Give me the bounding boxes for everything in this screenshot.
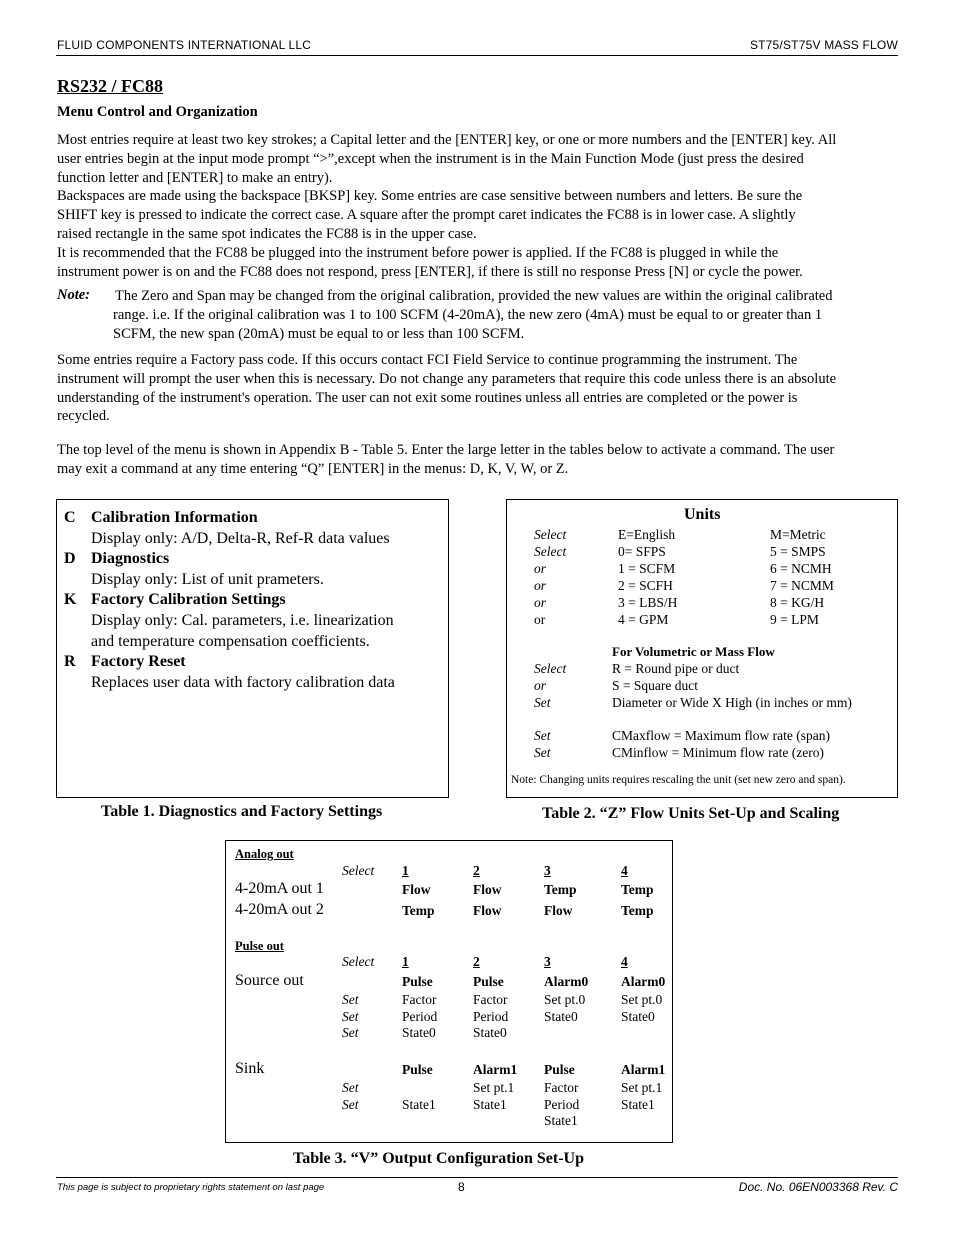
analog-col-2: 2 bbox=[473, 863, 480, 878]
table2-geometry-list bbox=[534, 660, 894, 711]
source-cell: State0 bbox=[621, 1009, 655, 1024]
table-1-box bbox=[56, 499, 449, 798]
sink-label: Sink bbox=[235, 1060, 265, 1077]
analog-out-heading: Analog out bbox=[235, 847, 294, 861]
table2-row: or 4 = GPM 9 = LPM bbox=[534, 612, 819, 627]
sink-cell: Pulse bbox=[544, 1062, 575, 1077]
source-cell: Set pt.0 bbox=[544, 992, 586, 1007]
source-cell: Factor bbox=[402, 992, 437, 1007]
table2-row: Set CMaxflow = Maximum flow rate (span) bbox=[534, 728, 830, 743]
pulse-select-label: Select bbox=[342, 954, 375, 969]
source-cell: Set pt.0 bbox=[621, 992, 663, 1007]
table2-row: Select 0= SFPS 5 = SMPS bbox=[534, 544, 826, 559]
table2-note: Note: Changing units requires rescaling the unit (set new zero and span). bbox=[511, 774, 846, 786]
table1-desc-d: Display only: List of unit prameters. bbox=[91, 570, 324, 588]
source-cell: Alarm0 bbox=[544, 974, 589, 989]
note-text: The Zero and Span may be changed from the original calibration, provided the new values are within the original calibrated range. i.e. If the original calibration was 1 to 100 SCFM (4-20mA), the new zero (4mA) must be equal to or greater than 1 SCFM, the new span (20mA) must be equal to or less than 100 SCFM. bbox=[113, 288, 833, 342]
source-out-label: Source out bbox=[235, 972, 304, 989]
header-company: FLUID COMPONENTS INTERNATIONAL LLC bbox=[57, 38, 312, 52]
sink-cell: Factor bbox=[544, 1080, 579, 1095]
analog-row-label: 4-20mA out 2 bbox=[235, 901, 324, 918]
sink-set-label: Set bbox=[342, 1080, 359, 1095]
table1-title-c: Calibration Information bbox=[91, 509, 258, 526]
sink-cell: Period bbox=[544, 1097, 580, 1112]
source-cell: State0 bbox=[473, 1025, 507, 1040]
source-set-label: Set bbox=[342, 1009, 359, 1024]
source-cell: State0 bbox=[544, 1009, 578, 1024]
footer-rule bbox=[56, 1177, 898, 1178]
analog-cell: Temp bbox=[621, 903, 654, 918]
table1-key-r: R bbox=[64, 653, 76, 671]
sink-cell: State1 bbox=[402, 1097, 436, 1112]
header-rule bbox=[56, 55, 898, 56]
table2-row: Select R = Round pipe or duct bbox=[534, 661, 740, 676]
source-cell: Factor bbox=[473, 992, 508, 1007]
table1-key-c: C bbox=[64, 509, 76, 526]
header-product: ST75/ST75V MASS FLOW bbox=[749, 38, 898, 52]
sink-cell: Pulse bbox=[402, 1062, 433, 1077]
table1-key-d: D bbox=[64, 550, 76, 568]
table2-row: Set Diameter or Wide X High (in inches or mm) bbox=[534, 695, 852, 710]
table2-row: or 2 = SCFH 7 = NCMM bbox=[534, 578, 834, 593]
analog-cell: Flow bbox=[544, 903, 573, 918]
paragraph-1: Most entries require at least two key strokes; a Capital letter and the [ENTER] key, or one or more numbers and the [ENTER] key. All user entries begin at the input mode prompt “>”,except when the instrument is in the Main Function Mode (just press the desired function letter and [ENTER] to make an entry). Backspaces are made using the backspace [BKSP] key. Some entries are case sensitive between numbers and letters. Be sure the SHIFT key is pressed to indicate the correct case. A square after the prompt caret indicates the FC88 is in lower case. A slightly raised rectangle in the same spot indicates the FC88 is in the upper case. It is recommended that the FC88 be plugged into the instrument before power is applied. If the FC88 is plugged in while the instrument power is on and the FC88 does not respond, press [ENTER], if there is still no response Press [N] or cycle the power. bbox=[57, 132, 837, 280]
table-3-caption: Table 3. “V” Output Configuration Set-Up bbox=[293, 1150, 585, 1167]
analog-col-1: 1 bbox=[402, 863, 409, 878]
analog-cell: Flow bbox=[473, 882, 502, 897]
table2-row: or S = Square duct bbox=[534, 678, 698, 693]
source-cell: Period bbox=[473, 1009, 509, 1024]
analog-select-label: Select bbox=[342, 863, 375, 878]
table1-desc-k-1: Display only: Cal. parameters, i.e. linearization bbox=[91, 612, 394, 629]
sink-cell: Alarm1 bbox=[621, 1062, 666, 1077]
table-2-caption: Table 2. “Z” Flow Units Set-Up and Scaling bbox=[542, 805, 840, 822]
section-title: RS232 / FC88 bbox=[57, 76, 164, 96]
source-cell: Alarm0 bbox=[621, 974, 666, 989]
table2-subheading: For Volumetric or Mass Flow bbox=[612, 644, 775, 659]
note-label: Note: bbox=[57, 287, 91, 303]
pulse-col-3: 3 bbox=[544, 954, 551, 969]
paragraph-5: The top level of the menu is shown in Appendix B - Table 5. Enter the large letter in the tables below to activate a command. The user may exit a command at any time entering “Q” [ENTER] in the menus: D, K, V, W, or Z. bbox=[57, 442, 835, 477]
table1-key-k: K bbox=[64, 591, 77, 609]
table2-row: Set CMinflow = Minimum flow rate (zero) bbox=[534, 745, 824, 760]
doc-number: Doc. No. 06EN003368 Rev. C bbox=[738, 1180, 898, 1194]
table1-desc-r: Replaces user data with factory calibration data bbox=[91, 673, 395, 691]
analog-cell: Temp bbox=[621, 882, 654, 897]
table-1-caption: Table 1. Diagnostics and Factory Settings bbox=[101, 803, 383, 820]
table-2-box bbox=[506, 499, 898, 798]
table2-row: Select E=English M=Metric bbox=[534, 527, 826, 542]
table2-row: or 1 = SCFM 6 = NCMH bbox=[534, 561, 832, 576]
analog-cell: Flow bbox=[402, 882, 431, 897]
table1-title-d: Diagnostics bbox=[91, 550, 170, 568]
source-set-label: Set bbox=[342, 1025, 359, 1040]
table2-unit-list bbox=[534, 526, 894, 628]
paragraph-4: Some entries require a Factory pass code. If this occurs contact FCI Field Service to continue programming the instrument. The instrument will prompt the user when this is necessary. Do not change any parameters that require this code unless there is an absolute understanding of the instrument's operation. The user can not exit some routines unless all entries are completed or the power is recycled. bbox=[57, 352, 837, 425]
sink-cell: Alarm1 bbox=[473, 1062, 518, 1077]
sink-cell: State1 bbox=[621, 1097, 655, 1112]
source-cell: Pulse bbox=[402, 974, 433, 989]
page-number: 8 bbox=[458, 1180, 465, 1194]
table2-row: or 3 = LBS/H 8 = KG/H bbox=[534, 595, 825, 610]
analog-row-label: 4-20mA out 1 bbox=[235, 880, 324, 897]
sink-cell: State1 bbox=[473, 1097, 507, 1112]
table2-flow-list bbox=[534, 727, 894, 761]
analog-cell: Temp bbox=[402, 903, 435, 918]
sink-cell: State1 bbox=[544, 1113, 578, 1128]
analog-cell: Flow bbox=[473, 903, 502, 918]
table1-title-k: Factory Calibration Settings bbox=[91, 591, 286, 609]
pulse-col-1: 1 bbox=[402, 954, 409, 969]
source-cell: Period bbox=[402, 1009, 438, 1024]
table1-desc-k-2: and temperature compensation coefficients. bbox=[91, 632, 370, 650]
pulse-col-4: 4 bbox=[621, 954, 628, 969]
subsection-title: Menu Control and Organization bbox=[57, 104, 258, 120]
pulse-out-heading: Pulse out bbox=[235, 939, 284, 953]
sink-set-label: Set bbox=[342, 1097, 359, 1112]
footer-notice: This page is subject to proprietary rights statement on last page bbox=[57, 1182, 325, 1193]
table1-desc-c: Display only: A/D, Delta-R, Ref-R data values bbox=[91, 529, 390, 547]
table2-title: Units bbox=[684, 506, 721, 523]
source-cell: Pulse bbox=[473, 974, 504, 989]
table1-title-r: Factory Reset bbox=[91, 653, 186, 671]
source-set-label: Set bbox=[342, 992, 359, 1007]
table-3-box bbox=[225, 840, 673, 1143]
sink-cell: Set pt.1 bbox=[621, 1080, 663, 1095]
analog-col-3: 3 bbox=[544, 863, 551, 878]
source-cell: State0 bbox=[402, 1025, 436, 1040]
pulse-col-2: 2 bbox=[473, 954, 480, 969]
analog-col-4: 4 bbox=[621, 863, 628, 878]
analog-cell: Temp bbox=[544, 882, 577, 897]
sink-cell: Set pt.1 bbox=[473, 1080, 515, 1095]
